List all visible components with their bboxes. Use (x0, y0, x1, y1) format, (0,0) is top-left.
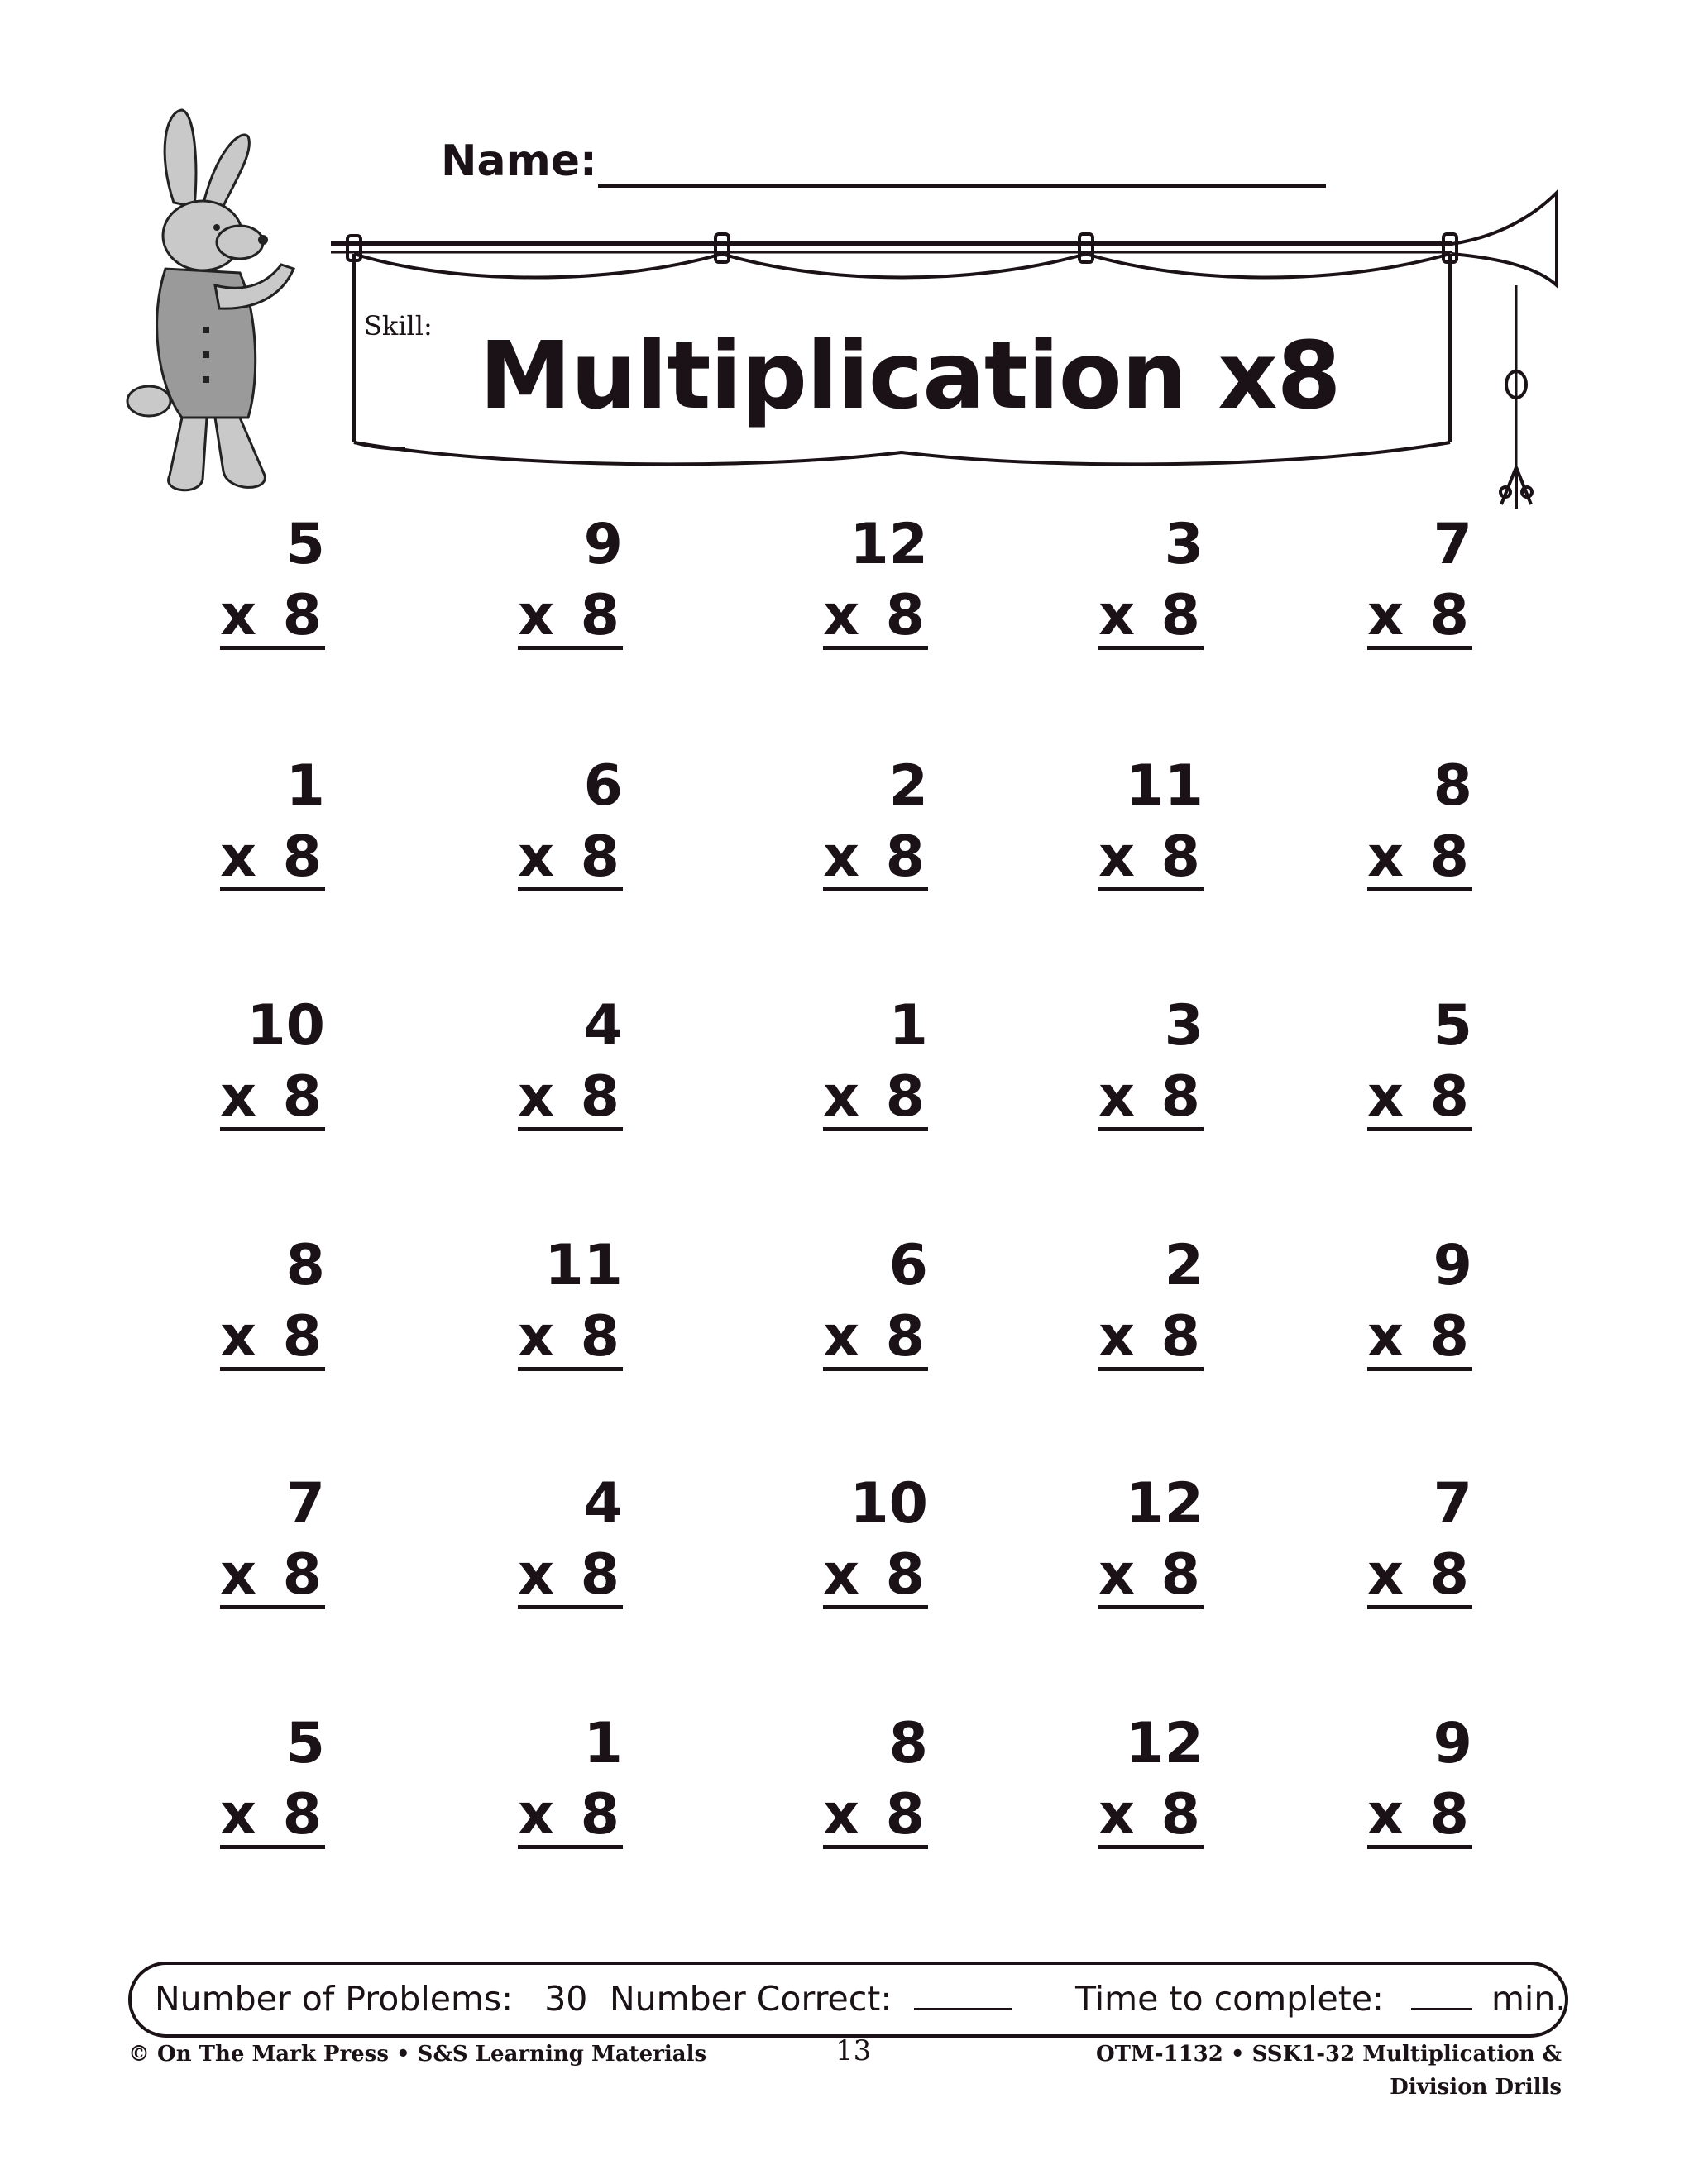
problem-multiplicand: 7 (285, 1471, 325, 1536)
problem-multiplier: x 8 (518, 1064, 623, 1130)
problem-multiplier: x 8 (518, 1304, 623, 1369)
problem-9 (1088, 753, 1204, 891)
problem-12 (507, 993, 623, 1131)
problem-multiplier: x 8 (823, 1782, 928, 1847)
number-correct-label: Number Correct: (610, 1979, 892, 2019)
problem-26 (209, 1711, 325, 1849)
problem-multiplicand: 9 (1433, 1711, 1472, 1776)
problem-multiplier: x 8 (518, 583, 623, 648)
problem-multiplicand: 6 (583, 753, 623, 819)
problem-multiplicand: 3 (1164, 993, 1204, 1059)
problem-23 (812, 1471, 928, 1609)
skill-label: Skill: (364, 310, 433, 342)
problem-15 (1357, 993, 1472, 1131)
problem-29 (1088, 1711, 1204, 1849)
problem-multiplicand: 9 (1433, 1233, 1472, 1298)
problem-multiplier: x 8 (1098, 824, 1204, 890)
problem-multiplicand: 9 (583, 512, 623, 577)
problem-multiplicand: 12 (849, 512, 928, 577)
problem-18 (812, 1233, 928, 1371)
problem-multiplicand: 7 (1433, 1471, 1472, 1536)
problem-multiplier: x 8 (1098, 1542, 1204, 1608)
problem-multiplier: x 8 (1098, 583, 1204, 648)
problem-multiplier: x 8 (1367, 1542, 1472, 1608)
problem-16 (209, 1233, 325, 1371)
problem-multiplier: x 8 (220, 1304, 325, 1369)
problem-multiplicand: 12 (1125, 1471, 1204, 1536)
problem-multiplicand: 5 (285, 1711, 325, 1776)
problem-multiplier: x 8 (1367, 1064, 1472, 1130)
problem-multiplicand: 1 (583, 1711, 623, 1776)
problem-27 (507, 1711, 623, 1849)
problem-10 (1357, 753, 1472, 891)
problem-multiplier: x 8 (823, 824, 928, 890)
problem-multiplier: x 8 (1367, 583, 1472, 648)
problem-multiplier: x 8 (518, 1542, 623, 1608)
problem-multiplicand: 11 (1125, 753, 1204, 819)
problem-multiplier: x 8 (1367, 1782, 1472, 1847)
problem-28 (812, 1711, 928, 1849)
problem-multiplier: x 8 (220, 824, 325, 890)
page-number: 13 (835, 2034, 872, 2067)
problem-multiplicand: 3 (1164, 512, 1204, 577)
problem-2 (507, 512, 623, 650)
problem-multiplicand: 7 (1433, 512, 1472, 577)
problem-3 (812, 512, 928, 650)
problem-multiplier: x 8 (1367, 824, 1472, 890)
problem-5 (1357, 512, 1472, 650)
name-label: Name: (441, 136, 597, 186)
problem-8 (812, 753, 928, 891)
problem-1 (209, 512, 325, 650)
problem-22 (507, 1471, 623, 1609)
problem-multiplicand: 1 (285, 753, 325, 819)
page-title: Multiplication x8 (479, 323, 1341, 430)
problem-11 (209, 993, 325, 1131)
problem-multiplicand: 5 (285, 512, 325, 577)
problem-multiplicand: 8 (888, 1711, 928, 1776)
problem-multiplicand: 8 (285, 1233, 325, 1298)
problem-19 (1088, 1233, 1204, 1371)
problem-multiplicand: 2 (1164, 1233, 1204, 1298)
problem-13 (812, 993, 928, 1131)
problem-multiplicand: 4 (583, 993, 623, 1059)
problem-14 (1088, 993, 1204, 1131)
number-correct-blank (914, 1980, 1012, 2010)
problem-6 (209, 753, 325, 891)
problem-multiplicand: 12 (1125, 1711, 1204, 1776)
time-blank (1411, 1980, 1472, 2010)
problem-24 (1088, 1471, 1204, 1609)
problem-multiplier: x 8 (220, 1782, 325, 1847)
problem-30 (1357, 1711, 1472, 1849)
problem-25 (1357, 1471, 1472, 1609)
problem-multiplier: x 8 (1098, 1064, 1204, 1130)
book-title-line2: Division Drills (1390, 2075, 1562, 2100)
problem-20 (1357, 1233, 1472, 1371)
number-of-problems-label: Number of Problems: (155, 1979, 514, 2019)
problem-multiplier: x 8 (1367, 1304, 1472, 1369)
problem-multiplier: x 8 (518, 1782, 623, 1847)
problem-multiplicand: 6 (888, 1233, 928, 1298)
time-to-complete-label: Time to complete: (1075, 1979, 1384, 2019)
problem-multiplicand: 5 (1433, 993, 1472, 1059)
problem-multiplicand: 10 (849, 1471, 928, 1536)
number-of-problems-value: 30 (544, 1979, 588, 2019)
problem-17 (507, 1233, 623, 1371)
problem-multiplicand: 11 (544, 1233, 623, 1298)
problem-multiplier: x 8 (823, 1542, 928, 1608)
problem-multiplicand: 4 (583, 1471, 623, 1536)
problem-multiplier: x 8 (823, 1064, 928, 1130)
book-title-line1: OTM-1132 • SSK1-32 Multiplication & (1095, 2042, 1562, 2067)
problem-multiplier: x 8 (1098, 1782, 1204, 1847)
time-to-complete (1075, 1979, 1566, 2019)
problem-multiplier: x 8 (1098, 1304, 1204, 1369)
problem-multiplier: x 8 (220, 1064, 325, 1130)
problem-multiplier: x 8 (220, 583, 325, 648)
problem-multiplicand: 10 (246, 993, 325, 1059)
publisher-credit: © On The Mark Press • S&S Learning Materials (128, 2042, 707, 2067)
problem-multiplier: x 8 (823, 583, 928, 648)
problem-multiplier: x 8 (220, 1542, 325, 1608)
number-of-problems (155, 1979, 587, 2019)
problem-multiplicand: 1 (888, 993, 928, 1059)
problem-21 (209, 1471, 325, 1609)
number-correct (610, 1979, 1012, 2019)
problem-7 (507, 753, 623, 891)
problem-4 (1088, 512, 1204, 650)
time-unit: min. (1491, 1979, 1567, 2019)
problem-multiplier: x 8 (518, 824, 623, 890)
problem-multiplicand: 2 (888, 753, 928, 819)
problem-multiplicand: 8 (1433, 753, 1472, 819)
problem-multiplier: x 8 (823, 1304, 928, 1369)
